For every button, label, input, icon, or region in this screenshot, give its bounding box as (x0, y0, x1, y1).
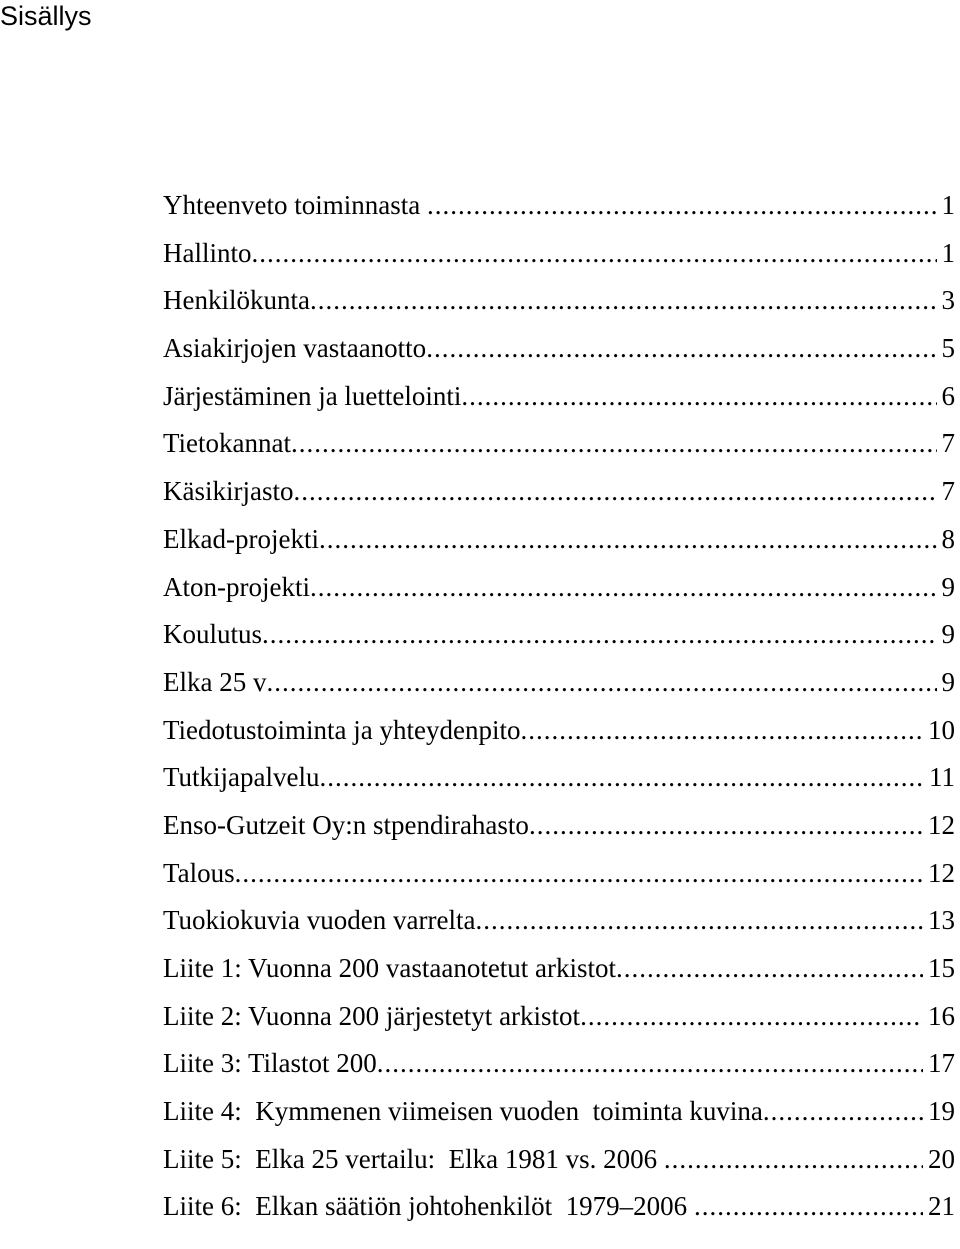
toc-entry-page: 13 (928, 905, 955, 936)
toc-entry-page: 9 (941, 571, 955, 602)
toc-entry-title: Enso-Gutzeit Oy:n stpendirahasto (163, 809, 529, 840)
toc-leader-dots (266, 659, 936, 707)
toc-entry[interactable] (163, 1183, 960, 1231)
toc-entry[interactable] (163, 277, 960, 325)
toc-entry-title: Liite 3: Tilastot 200 (163, 1048, 377, 1079)
toc-leader-dots (293, 468, 936, 516)
toc-leader-dots (521, 707, 924, 755)
toc-entry-title: Liite 1: Vuonna 200 vastaanotetut arkistot (163, 953, 617, 983)
toc-leader-dots (320, 754, 924, 802)
toc-leader-dots (319, 516, 937, 564)
toc-leader-dots (427, 182, 937, 230)
toc-entry[interactable] (163, 754, 960, 802)
toc-entry-page: 17 (928, 1048, 955, 1079)
toc-entry-page: 1 (941, 237, 955, 268)
toc-entry-page: 12 (928, 857, 955, 888)
toc-entry-title: Liite 5: Elka 25 vertailu: Elka 1981 vs. 2006 (163, 1143, 664, 1174)
toc-leader-dots (377, 1040, 923, 1088)
toc-entry-page: 20 (928, 1143, 955, 1174)
toc-leader-dots (475, 897, 923, 945)
toc-leader-dots (580, 993, 923, 1041)
toc-entry-page: 15 (928, 953, 955, 983)
toc-entry-title: Järjestäminen ja luettelointi (163, 380, 462, 411)
toc-entry-title: Henkilökunta (163, 285, 310, 316)
toc-leader-dots (310, 277, 937, 325)
toc-entry[interactable] (163, 945, 960, 993)
toc-entry[interactable] (163, 897, 960, 945)
toc-leader-dots (616, 945, 923, 993)
toc-entry-title: Hallinto (163, 237, 252, 268)
toc-entry-title: Yhteenveto toiminnasta (163, 190, 427, 220)
toc-leader-dots (235, 850, 923, 898)
toc-entry[interactable] (163, 1040, 960, 1088)
toc-entry-title: Käsikirjasto (163, 476, 294, 507)
toc-entry-title: Asiakirjojen vastaanotto (163, 333, 427, 364)
toc-entry-title: Liite 2: Vuonna 200 järjestetyt arkistot (163, 1000, 581, 1031)
toc-entry[interactable] (163, 659, 960, 707)
toc-entry[interactable] (163, 850, 960, 898)
toc-leader-dots (310, 564, 937, 612)
toc-entry[interactable] (163, 325, 960, 373)
toc-entry[interactable] (163, 230, 960, 278)
toc-entry[interactable] (163, 1136, 960, 1184)
table-of-contents (163, 182, 960, 1231)
toc-entry[interactable] (163, 611, 960, 659)
toc-leader-dots (694, 1183, 923, 1231)
toc-entry-page: 10 (928, 714, 955, 745)
toc-entry-title: Aton-projekti (163, 571, 310, 602)
toc-entry-page: 19 (928, 1096, 955, 1127)
toc-entry-title: Tietokannat (163, 428, 291, 459)
toc-entry-title: Liite 4: Kymmenen viimeisen vuoden toiminta kuvina (163, 1096, 763, 1127)
toc-leader-dots (529, 802, 923, 850)
toc-entry-title: Liite 6: Elkan säätiön johtohenkilöt 1979–2006 (163, 1191, 694, 1222)
toc-leader-dots (664, 1136, 923, 1184)
toc-entry[interactable] (163, 707, 960, 755)
toc-entry-page: 12 (928, 809, 955, 840)
toc-entry[interactable] (163, 564, 960, 612)
toc-leader-dots (291, 420, 937, 468)
toc-entry-title: Tuokiokuvia vuoden varrelta (163, 905, 476, 936)
toc-entry-title: Talous (163, 857, 235, 888)
toc-entry-page: 1 (941, 190, 955, 220)
toc-entry[interactable] (163, 182, 960, 230)
toc-entry[interactable] (163, 468, 960, 516)
toc-leader-dots (426, 325, 936, 373)
toc-leader-dots (262, 611, 936, 659)
toc-entry-title: Elka 25 v (163, 666, 267, 697)
toc-entry-page: 5 (941, 333, 955, 364)
toc-entry[interactable] (163, 420, 960, 468)
toc-entry-page: 9 (941, 666, 955, 697)
toc-entry-page: 3 (941, 285, 955, 316)
toc-entry[interactable] (163, 802, 960, 850)
toc-leader-dots (763, 1088, 923, 1136)
toc-entry[interactable] (163, 1088, 960, 1136)
toc-entry-page: 6 (941, 380, 955, 411)
toc-entry-page: 21 (928, 1191, 955, 1222)
toc-entry[interactable] (163, 516, 960, 564)
toc-entry-page: 7 (941, 476, 955, 507)
toc-entry[interactable] (163, 993, 960, 1041)
toc-entry-page: 11 (929, 762, 955, 793)
toc-entry-page: 16 (928, 1000, 955, 1031)
toc-entry-title: Tutkijapalvelu (163, 762, 320, 793)
toc-entry-page: 9 (941, 619, 955, 650)
toc-entry-title: Elkad-projekti (163, 523, 319, 554)
toc-leader-dots (461, 373, 936, 421)
toc-entry-page: 7 (941, 428, 955, 459)
page-title: Sisällys (0, 1, 92, 31)
toc-entry-title: Koulutus (163, 619, 263, 650)
toc-entry-title: Tiedotustoiminta ja yhteydenpito (163, 714, 521, 745)
toc-entry[interactable] (163, 373, 960, 421)
toc-leader-dots (252, 230, 937, 278)
toc-entry-page: 8 (941, 523, 955, 554)
